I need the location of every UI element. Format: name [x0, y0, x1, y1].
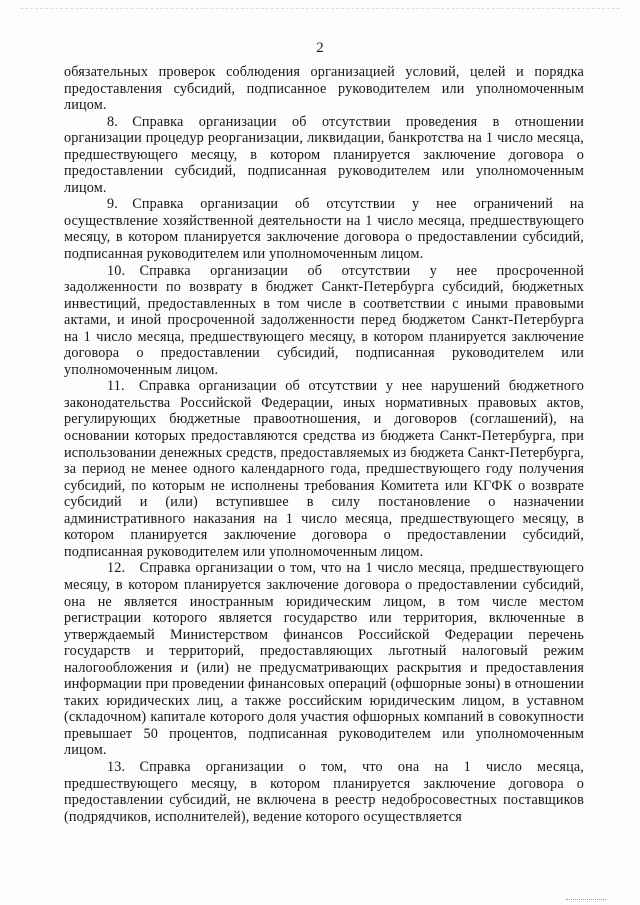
document-body: [64, 64, 584, 825]
paragraph-item-10: 10. Справка организации об отсутствии у нее просроченной задолженности по возврату в бюджет Санкт-Петербурга субсидий, бюджетных инвестиций, предоставленных в том числе в соответствии с иными правовыми актами, и иной просроченной задолженности перед бюджетом Санкт-Петербурга на 1 число месяца, предшествующего месяцу, в котором планируется заключение договора о предоставлении субсидий, подписанная руководителем или уполномоченным лицом.: [64, 262, 584, 378]
paragraph-item-8: 8. Справка организации об отсутствии проведения в отношении организации процедур реорганизации, ликвидации, банкротства на 1 число месяца, предшествующего месяцу, в котором планируется заключение договора о предоставлении субсидий, подписанная руководителем или уполномоченным лицом.: [64, 113, 584, 196]
paragraph-item-11: 11. Справка организации об отсутствии у нее нарушений бюджетного законодательства Российской Федерации, иных нормативных правовых актов, регулирующих бюджетные правоотношения, и договоров (соглашений), на основании которых предоставляются средства из бюджета Санкт-Петербурга, при использовании денежных средств, предоставляемых из бюджета Санкт-Петербурга, за период не менее одного календарного года, предшествующего году получения субсидий, по которым не исполнены требования Комитета или КГФК о возврате субсидий и (или) вступившее в силу постановление о назначении административного наказания на 1 число месяца, предшествующего месяцу, в котором планируется заключение договора о предоставлении субсидий, подписанная руководителем или уполномоченным лицом.: [64, 378, 584, 560]
page-number: 2: [316, 40, 324, 56]
scan-mark-artifact: [566, 894, 606, 900]
paragraph-item-12: 12. Справка организации о том, что на 1 число месяца, предшествующего месяцу, в котором планируется заключение договора о предоставлении субсидий, она не является иностранным юридическим лицом, в том числе местом регистрации которого является государство или территория, включенные в утверждаемый Министерством финансов Российской Федерации перечень государств и территорий, предоставляющих льготный налоговый режим налогообложения и (или) не предусматривающих раскрытия и предоставления информации при проведении финансовых операций (офшорные зоны) в отношении таких юридических лиц, а также российским юридическим лицом, в уставном (складочном) капитале которого доля участия офшорных компаний в совокупности превышает 50 процентов, подписанная руководителем или уполномоченным лицом.: [64, 560, 584, 759]
scan-edge-artifact: [20, 8, 620, 10]
paragraph-continuation: обязательных проверок соблюдения организацией условий, целей и порядка предоставления субсидий, подписанное руководителем или уполномоченным лицом.: [64, 64, 584, 114]
paragraph-item-9: 9. Справка организации об отсутствии у нее ограничений на осуществление хозяйственной деятельности на 1 число месяца, предшествующего месяцу, в котором планируется заключение договора о предоставлении субсидий, подписанная руководителем или уполномоченным лицом.: [64, 196, 584, 263]
paragraph-item-13: 13. Справка организации о том, что она на 1 число месяца, предшествующего месяцу, в котором планируется заключение договора о предоставлении субсидий, не включена в реестр недобросовестных поставщиков (подрядчиков, исполнителей), ведение которого осуществляется: [64, 758, 584, 825]
